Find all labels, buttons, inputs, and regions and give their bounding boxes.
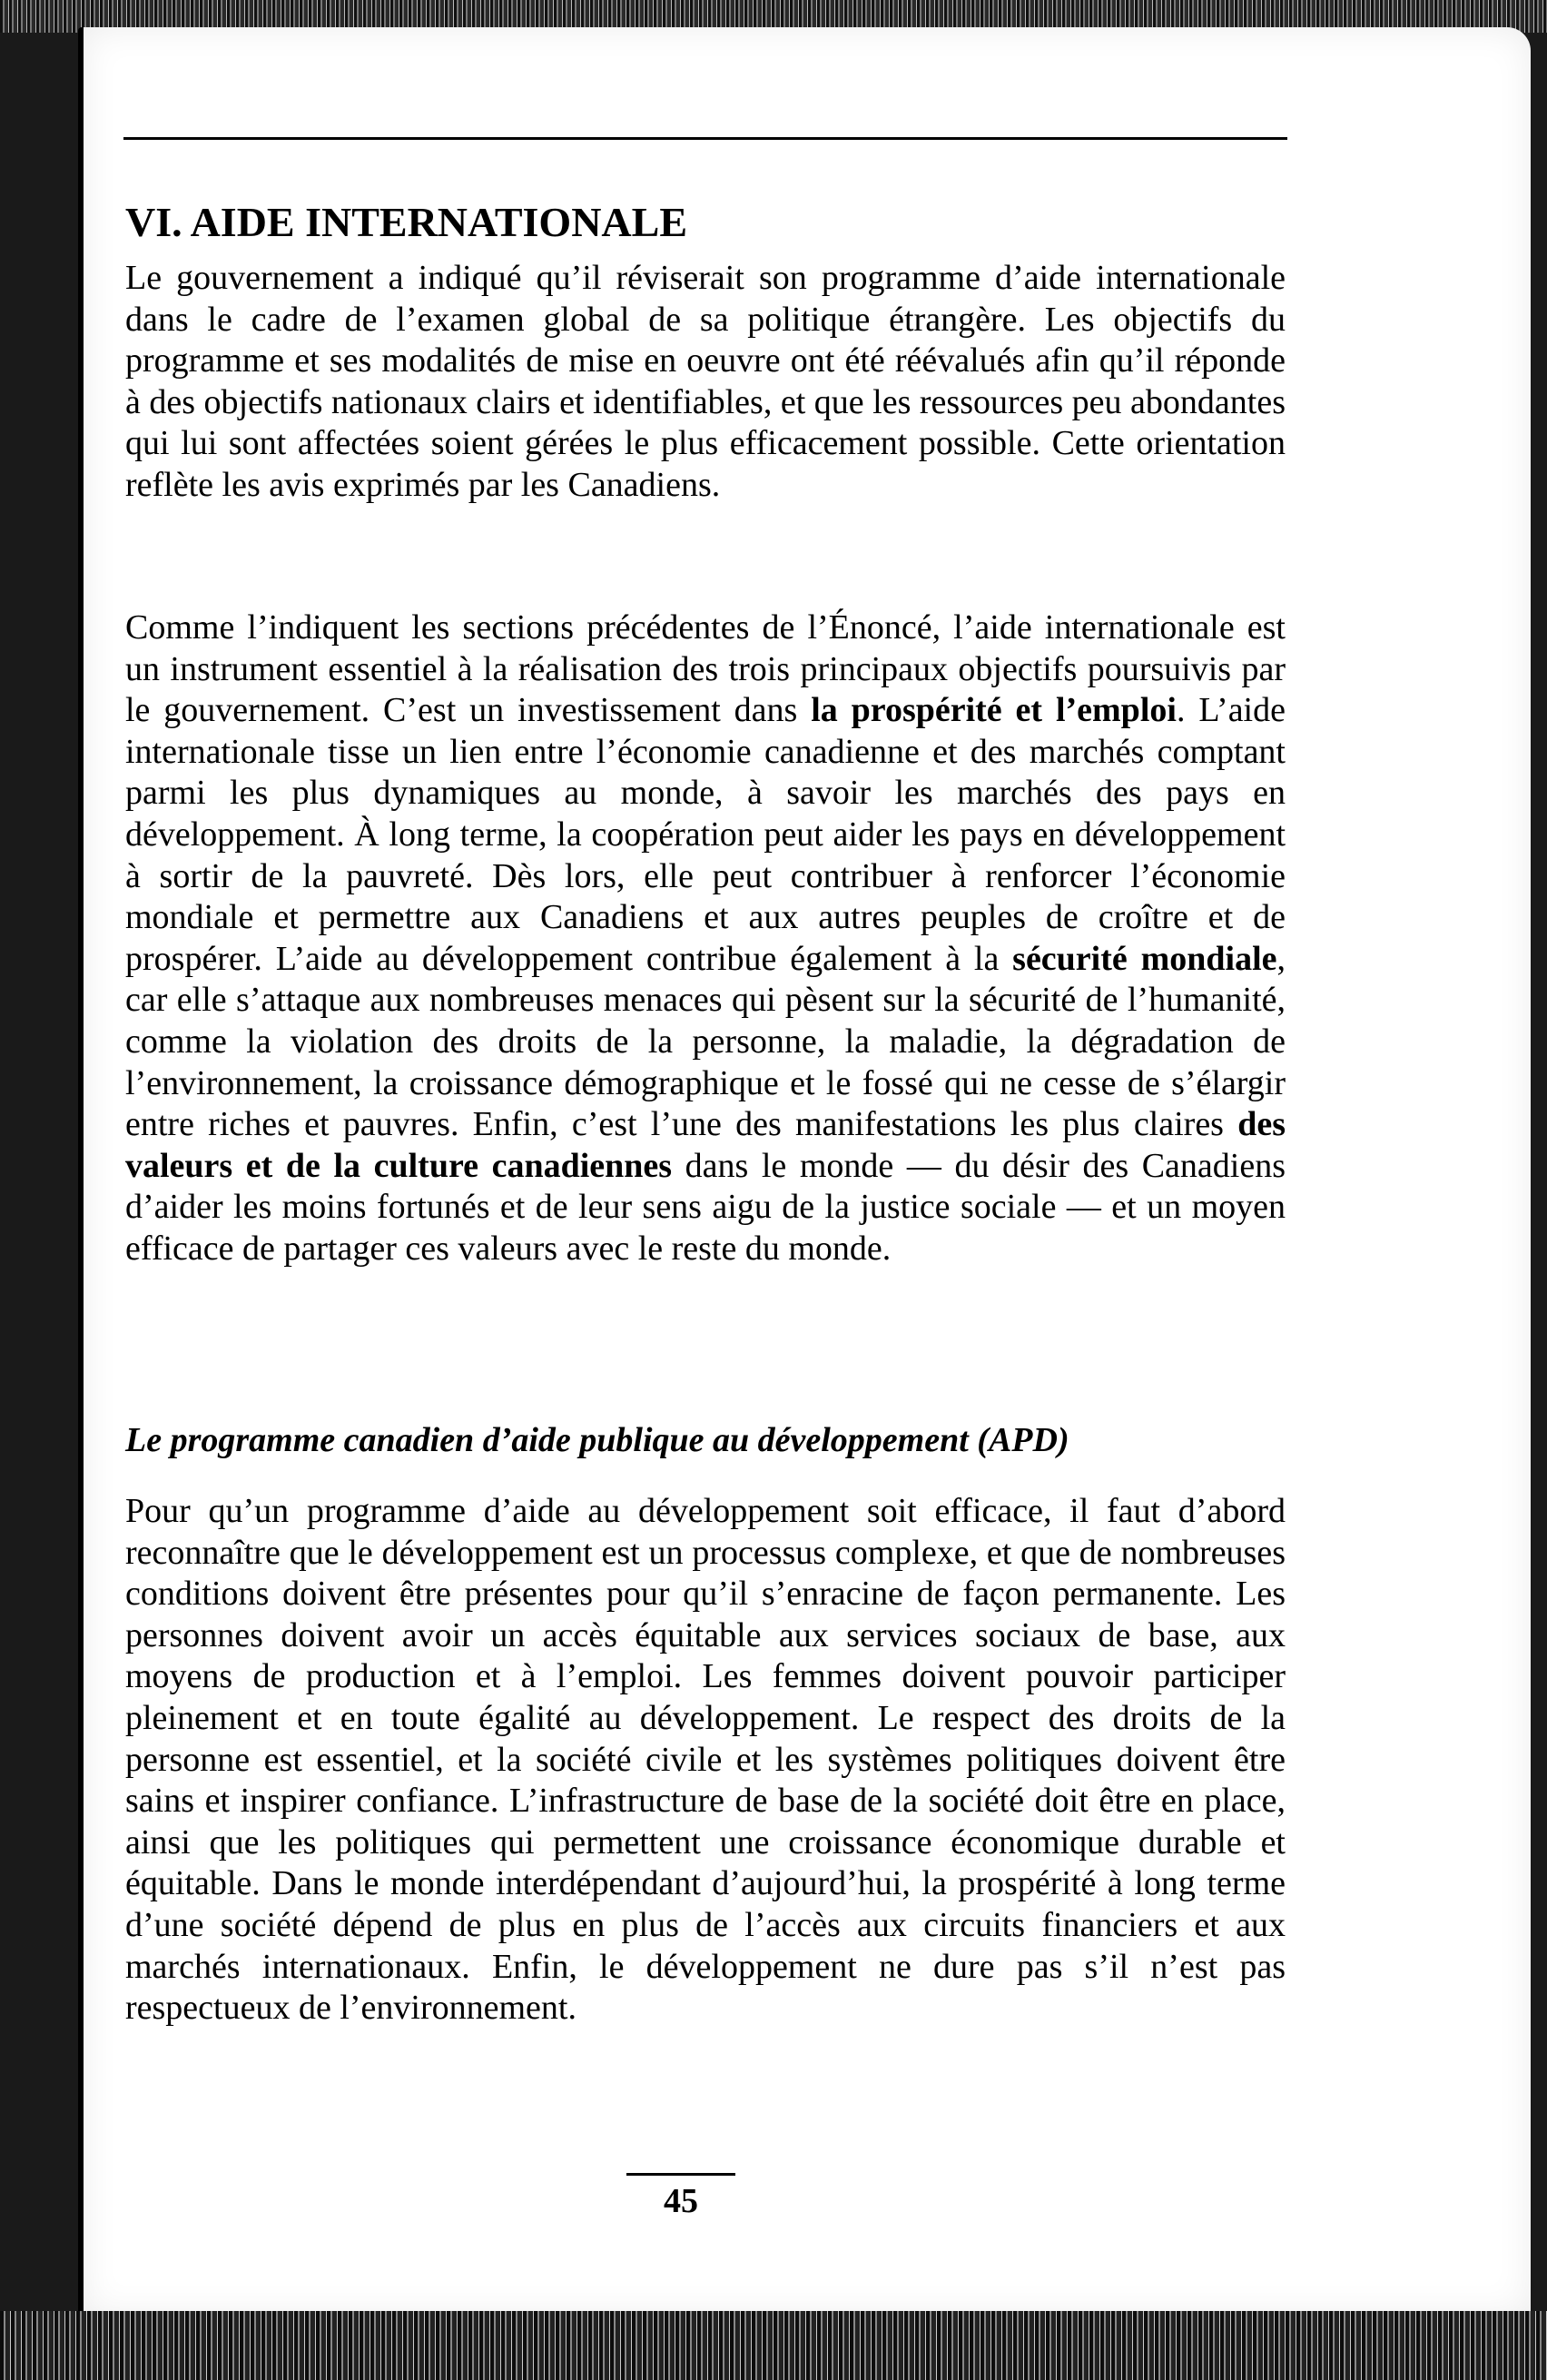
paragraph-objectives-text-3: , car elle s’attaque aux nombreuses menaces qui pèsent sur la sécurité de l’humanité, comme la violation des droits de la personne, la maladie, la dégradation de l’environnement, la croissance démographique et le fossé qui ne cesse de s’élargir entre riches et pauvres. Enfin, c’est l’une des manifestations les plus claires — [125, 939, 1286, 1144]
emphasis-values: des valeurs et de la culture canadiennes — [125, 1105, 1286, 1185]
paragraph-development: Pour qu’un programme d’aide au développement soit efficace, il faut d’abord reconnaître que le développement est un processus complexe, et que de nombreuses conditions doivent être présentes pour qu’il s’enracine de façon permanente. Les personnes doivent avoir un accès équitable aux services sociaux de base, aux moyens de production et à l’emploi. Les femmes doivent pouvoir participer pleinement et en toute égalité au développement. Le respect des droits de la personne est essentiel, et la société civile et les systèmes politiques doivent être sains et inspirer confiance. L’infrastructure de base de la société doit être en place, ainsi que les politiques qui permettent une croissance économique durable et équitable. Dans le monde interdépendant d’aujourd’hui, la prospérité à long terme d’une société dépend de plus en plus de l’accès aux circuits financiers et aux marchés internationaux. Enfin, le développement ne dure pas s’il n’est pas respectueux de l’environnement. — [125, 1492, 1286, 2028]
paragraph-objectives-text-1: Comme l’indiquent les sections précédentes de l’Énoncé, l’aide internationale est un instrument essentiel à la réalisation des trois principaux objectifs poursuivis par le gouvernement. C’est un investissement dans — [125, 608, 1286, 730]
page-number: 45 — [664, 2182, 698, 2220]
paragraph-objectives-text-2: . L’aide internationale tisse un lien entre l’économie canadienne et des marchés comptant parmi les plus dynamiques au monde, à savoir les marchés des pays en développement. À long terme, la coopération peut aider les pays en développement à sortir de la pauvreté. Dès lors, elle peut contribuer à renforcer l’économie mondiale et permettre aux Canadiens et aux autres peuples de croître et de prospérer. L’aide au développement contribue également à la — [125, 691, 1286, 978]
emphasis-security: sécurité mondiale — [1012, 939, 1277, 978]
subsection-title: Le programme canadien d’aide publique au développement (APD) — [125, 1421, 1069, 1459]
header-rule — [123, 137, 1287, 140]
page-number-rule — [626, 2173, 735, 2176]
paragraph-intro: Le gouvernement a indiqué qu’il réviserait son programme d’aide internationale dans le cadre de l’examen global de sa politique étrangère. Les objectifs du programme et ses modalités de mise en oeuvre ont été réévalués afin qu’il réponde à des objectifs nationaux clairs et identifiables, et que les ressources peu abondantes qui lui sont affectées soient gérées le plus efficacement possible. Cette orientation reflète les avis exprimés par les Canadiens. — [125, 259, 1286, 504]
section-heading: VI. AIDE INTERNATIONALE — [125, 199, 688, 245]
scan-edge-bottom — [0, 2311, 1547, 2380]
paragraph-objectives — [125, 607, 1286, 1270]
paragraph-objectives-text-4: dans le monde — du désir des Canadiens d’aider les moins fortunés et de leur sens aigu de la justice sociale — et un moyen efficace de partager ces valeurs avec le reste du monde. — [125, 1146, 1286, 1268]
emphasis-prosperity: la prospérité et l’emploi — [811, 691, 1177, 730]
